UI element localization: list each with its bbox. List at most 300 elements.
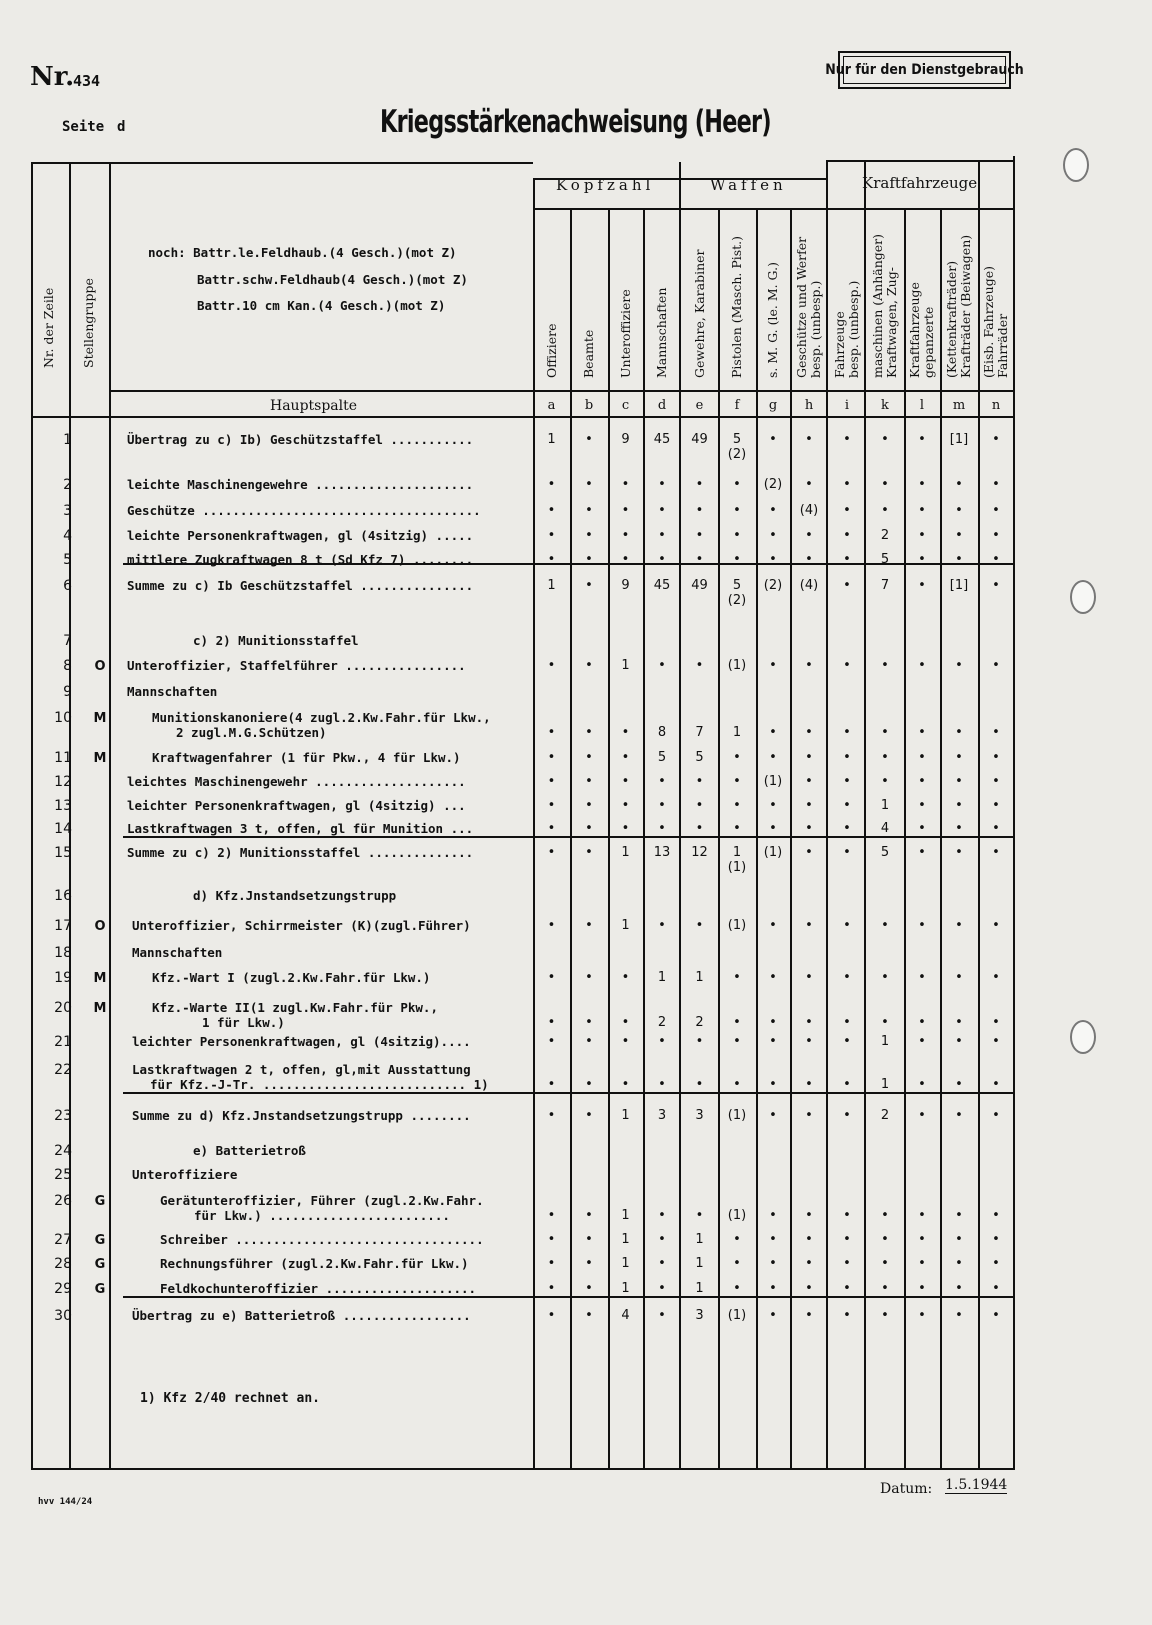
cell-k: 4: [880, 821, 890, 836]
cell-k: 2: [880, 528, 890, 543]
stellengruppe-code: M: [93, 711, 107, 726]
cell-h: •: [805, 477, 813, 492]
cell-b: •: [585, 658, 593, 673]
row-number: 28: [54, 1256, 72, 1272]
cell-k: 5: [880, 552, 890, 567]
cell-d: •: [658, 1308, 666, 1323]
row-description: leichter Personenkraftwagen, gl (4sitzig) ...: [127, 798, 466, 813]
grid-vline: [864, 162, 866, 1470]
cell-i: •: [843, 750, 851, 765]
cell-b: •: [585, 477, 593, 492]
cell-m: •: [955, 1034, 963, 1049]
cell-e: 2: [695, 1015, 704, 1030]
cell-b: •: [585, 1281, 593, 1296]
cell-b: •: [585, 552, 593, 567]
cell-i: •: [843, 658, 851, 673]
cell-m: •: [955, 528, 963, 543]
group-kraftfahrzeuge: Kraftfahrzeuge: [862, 174, 978, 192]
row-description: Kfz.-Warte II(1 zugl.Kw.Fahr.für Pkw.,: [152, 1000, 438, 1015]
cell-l: •: [918, 1108, 926, 1123]
cell-e: 1: [695, 970, 704, 985]
cell-n: •: [992, 845, 1000, 860]
cell-m: •: [955, 725, 963, 740]
row-number: 30: [54, 1308, 72, 1324]
cell-m: •: [955, 1077, 963, 1092]
stellengruppe-code: M: [93, 751, 107, 766]
cell-d: 8: [657, 725, 667, 740]
cell-m: •: [955, 918, 963, 933]
row-description: leichter Personenkraftwagen, gl (4sitzig)....: [132, 1034, 471, 1049]
cell-b: •: [585, 528, 593, 543]
grid-vline: [826, 160, 828, 1470]
column-name-a: Offiziere: [543, 323, 559, 378]
row-description: Lastkraftwagen 3 t, offen, gl für Munition ...: [127, 821, 474, 836]
cell-n: •: [992, 821, 1000, 836]
stellengruppe-code: G: [94, 1282, 106, 1297]
row-description: leichtes Maschinengewehr ....................: [127, 774, 466, 789]
footnote: 1) Kfz 2/40 rechnet an.: [140, 1391, 321, 1406]
cell-k: •: [881, 1208, 889, 1223]
cell-f: (1): [727, 1108, 747, 1123]
cell-m: •: [955, 774, 963, 789]
row-number: 19: [54, 970, 72, 986]
cell-l: •: [918, 798, 926, 813]
cell-k: •: [881, 1281, 889, 1296]
cell-k: 1: [880, 1077, 890, 1092]
cell-i: •: [843, 798, 851, 813]
cell-d: 45: [653, 578, 671, 593]
cell-h: •: [805, 1281, 813, 1296]
cell-k: •: [881, 1256, 889, 1271]
cell-l: •: [918, 503, 926, 518]
left-col-stellengruppe: Stellengruppe: [81, 278, 96, 368]
cell-f-secondary: (2): [727, 447, 747, 462]
cell-f: •: [733, 774, 741, 789]
cell-k: •: [881, 477, 889, 492]
cell-b: •: [585, 1256, 593, 1271]
cell-h: •: [805, 845, 813, 860]
cell-a: •: [547, 477, 556, 492]
cell-e: 5: [695, 750, 704, 765]
cell-m: •: [955, 821, 963, 836]
cell-e: •: [695, 798, 704, 813]
cell-n: •: [992, 1232, 1000, 1247]
cell-m: •: [955, 970, 963, 985]
cell-e: 1: [695, 1256, 704, 1271]
row-description: für Lkw.) ........................: [194, 1208, 450, 1223]
cell-a: •: [547, 1208, 556, 1223]
cell-i: •: [843, 1015, 851, 1030]
punch-hole-top: [1063, 148, 1089, 182]
column-letter-b: b: [584, 398, 594, 413]
column-name-h: besp. (unbesp.): [808, 280, 823, 378]
row-description: 2 zugl.M.G.Schützen): [176, 725, 327, 740]
cell-c: 9: [621, 578, 630, 593]
row-description: Munitionskanoniere(4 zugl.2.Kw.Fahr.für Lkw.,: [152, 710, 491, 725]
cell-n: •: [992, 1034, 1000, 1049]
cell-a: •: [547, 1281, 556, 1296]
cell-g: •: [769, 1256, 777, 1271]
cell-l: •: [918, 1256, 926, 1271]
row-description: Unteroffizier, Staffelführer ................: [127, 658, 466, 673]
cell-m: •: [955, 477, 963, 492]
cell-l: •: [918, 1232, 926, 1247]
row-description: leichte Personenkraftwagen, gl (4sitzig) .....: [127, 528, 474, 543]
column-name-f: Pistolen (Masch. Pist.): [729, 235, 744, 378]
cell-g: •: [769, 1281, 777, 1296]
punch-hole-lower: [1070, 1020, 1096, 1054]
column-letter-h: h: [804, 398, 814, 413]
cell-m: •: [955, 503, 963, 518]
cell-g: (2): [763, 477, 783, 492]
cell-f: •: [733, 552, 741, 567]
cell-k: •: [881, 432, 889, 447]
cell-n: •: [992, 918, 1000, 933]
cell-i: •: [843, 918, 851, 933]
row-description: Summe zu c) Ib Geschützstaffel ...............: [127, 578, 474, 593]
cell-n: •: [992, 1308, 1000, 1323]
cell-g: •: [769, 798, 777, 813]
cell-e: 49: [691, 578, 708, 593]
grid-vline: [978, 160, 980, 1470]
row-description: d) Kfz.Jnstandsetzungstrupp: [193, 888, 397, 903]
cell-l: •: [918, 432, 926, 447]
cell-d: •: [658, 1232, 666, 1247]
cell-l: •: [918, 821, 926, 836]
row-number: 4: [63, 528, 72, 544]
cell-m: •: [955, 798, 963, 813]
cell-d: •: [658, 552, 666, 567]
cell-c: •: [621, 725, 630, 740]
row-number: 3: [63, 503, 72, 519]
cell-b: •: [585, 1232, 593, 1247]
cell-f: •: [733, 1077, 741, 1092]
cell-f-secondary: (2): [727, 593, 747, 608]
row-description: Schreiber .................................: [160, 1232, 484, 1247]
cell-g: •: [769, 503, 777, 518]
grid-vline: [679, 162, 681, 1470]
cell-f: •: [733, 528, 741, 543]
grid-hline-bottom: [31, 1468, 1013, 1470]
cell-b: •: [585, 432, 593, 447]
column-letter-n: n: [991, 398, 1001, 413]
cell-e: •: [695, 821, 704, 836]
row-description: Mannschaften: [132, 945, 223, 960]
cell-i: •: [843, 1208, 851, 1223]
cell-d: 45: [653, 432, 671, 447]
cell-d: •: [658, 503, 666, 518]
cell-e: •: [695, 1077, 704, 1092]
cell-c: •: [621, 552, 630, 567]
cell-e: 7: [695, 725, 704, 740]
cell-g: •: [769, 750, 777, 765]
confidential-stamp: [825, 51, 1024, 89]
cell-a: •: [547, 658, 556, 673]
cell-d: •: [658, 1034, 666, 1049]
stellengruppe-code: G: [94, 1194, 106, 1209]
cell-i: •: [843, 552, 851, 567]
cell-i: •: [843, 432, 851, 447]
cell-i: •: [843, 1077, 851, 1092]
row-description: Geschütze .....................................: [127, 503, 481, 518]
cell-m: •: [955, 658, 963, 673]
rule-sum-2: [123, 836, 1013, 838]
cell-c: •: [621, 798, 630, 813]
cell-i: •: [843, 1034, 851, 1049]
cell-a: •: [547, 1015, 556, 1030]
cell-e: •: [695, 477, 704, 492]
nr-label: Nr.: [30, 62, 75, 92]
unit-line: noch: Battr.le.Feldhaub.(4 Gesch.)(mot Z): [148, 245, 457, 260]
cell-c: •: [621, 1034, 630, 1049]
column-letter-i: i: [844, 398, 850, 413]
cell-l: •: [918, 658, 926, 673]
cell-i: •: [843, 845, 851, 860]
cell-f-secondary: (1): [727, 860, 747, 875]
row-number: 26: [54, 1193, 72, 1209]
cell-g: •: [769, 725, 777, 740]
cell-h: •: [805, 725, 813, 740]
column-name-g: s. M. G. (le. M. G.): [765, 262, 780, 378]
stamp-text: Nur für den Dienstgebrauch: [843, 56, 1006, 84]
column-name-i: Fahrzeuge: [832, 311, 847, 378]
hauptspalte-label: Hauptspalte: [270, 398, 358, 414]
cell-f: 1: [732, 725, 742, 740]
row-description: Unteroffizier, Schirrmeister (K)(zugl.Führer): [132, 918, 471, 933]
cell-b: •: [585, 1015, 593, 1030]
cell-n: •: [992, 725, 1000, 740]
cell-b: •: [585, 750, 593, 765]
cell-k: •: [881, 1308, 889, 1323]
cell-m: •: [955, 1108, 963, 1123]
cell-d: •: [658, 821, 666, 836]
cell-h: •: [805, 774, 813, 789]
column-letter-e: e: [695, 398, 704, 413]
column-name-l: gepanzerte: [921, 306, 936, 378]
unit-line: Battr.schw.Feldhaub(4 Gesch.)(mot Z): [197, 272, 468, 287]
cell-m: •: [955, 1232, 963, 1247]
cell-n: •: [992, 1077, 1000, 1092]
cell-c: •: [621, 750, 630, 765]
cell-l: •: [918, 552, 926, 567]
datum-label: Datum:: [880, 1481, 933, 1497]
cell-d: •: [658, 528, 666, 543]
cell-c: •: [621, 477, 630, 492]
cell-d: •: [658, 1077, 666, 1092]
cell-f: •: [733, 1232, 741, 1247]
cell-f: •: [733, 1256, 741, 1271]
cell-n: •: [992, 1015, 1000, 1030]
cell-a: •: [547, 845, 556, 860]
cell-f: •: [733, 798, 741, 813]
row-number: 22: [54, 1062, 72, 1078]
cell-g: •: [769, 970, 777, 985]
cell-f: (1): [727, 1308, 747, 1323]
column-letter-g: g: [768, 398, 778, 413]
cell-b: •: [585, 774, 593, 789]
cell-d: 3: [657, 1108, 667, 1123]
cell-k: •: [881, 750, 889, 765]
cell-m: •: [955, 1015, 963, 1030]
cell-i: •: [843, 528, 851, 543]
unit-line: Battr.10 cm Kan.(4 Gesch.)(mot Z): [197, 298, 446, 313]
cell-e: 1: [695, 1281, 704, 1296]
cell-c: 9: [621, 432, 630, 447]
cell-a: •: [547, 528, 556, 543]
row-description: Summe zu c) 2) Munitionsstaffel ..............: [127, 845, 474, 860]
cell-g: •: [769, 821, 777, 836]
cell-n: •: [992, 578, 1000, 593]
cell-d: •: [658, 798, 666, 813]
cell-g: •: [769, 1232, 777, 1247]
grid-vline: [1013, 156, 1015, 1470]
cell-k: •: [881, 658, 889, 673]
cell-i: •: [843, 1108, 851, 1123]
grid-hline-top: [31, 162, 533, 164]
column-name-k: Kraftwagen, Zug-: [884, 267, 899, 378]
cell-e: 3: [695, 1308, 704, 1323]
page-title: Kriegsstärkenachweisung (Heer): [380, 104, 771, 140]
cell-l: •: [918, 578, 926, 593]
cell-e: •: [695, 774, 704, 789]
cell-a: 1: [547, 578, 556, 593]
cell-g: •: [769, 658, 777, 673]
cell-g: •: [769, 1308, 777, 1323]
cell-b: •: [585, 725, 593, 740]
cell-l: •: [918, 845, 926, 860]
group-kopfzahl: Kopfzahl: [556, 176, 655, 194]
cell-l: •: [918, 725, 926, 740]
cell-g: •: [769, 552, 777, 567]
cell-c: 1: [621, 1281, 630, 1296]
cell-c: •: [621, 821, 630, 836]
cell-a: •: [547, 1034, 556, 1049]
cell-g: •: [769, 1077, 777, 1092]
column-name-i: besp. (unbesp.): [846, 280, 861, 378]
cell-n: •: [992, 1108, 1000, 1123]
cell-i: •: [843, 970, 851, 985]
cell-b: •: [585, 970, 593, 985]
cell-i: •: [843, 1308, 851, 1323]
datum-value: 1.5.1944: [945, 1477, 1008, 1493]
cell-f: (1): [727, 1208, 747, 1223]
cell-i: •: [843, 821, 851, 836]
cell-c: 1: [621, 1208, 630, 1223]
cell-e: •: [695, 528, 704, 543]
row-number: 27: [54, 1232, 72, 1248]
cell-f: •: [733, 750, 741, 765]
column-name-k: maschinen (Anhänger): [870, 233, 885, 378]
column-name-n: (Eisb. Fahrzeuge): [981, 266, 996, 378]
column-letter-k: k: [881, 398, 889, 413]
stellengruppe-code: M: [93, 971, 107, 986]
cell-l: •: [918, 774, 926, 789]
cell-k: •: [881, 774, 889, 789]
cell-k: 5: [880, 845, 890, 860]
cell-c: 1: [621, 1232, 630, 1247]
cell-f: •: [733, 503, 741, 518]
cell-a: •: [547, 750, 556, 765]
column-name-m: (Kettenkrafträder): [944, 260, 959, 378]
cell-n: •: [992, 477, 1000, 492]
cell-c: 1: [621, 845, 630, 860]
cell-h: •: [805, 1015, 813, 1030]
stellengruppe-code: G: [94, 1233, 106, 1248]
cell-b: •: [585, 1108, 593, 1123]
row-number: 23: [54, 1108, 72, 1124]
row-number: 9: [63, 684, 72, 700]
cell-c: •: [621, 503, 630, 518]
cell-n: •: [992, 432, 1000, 447]
column-name-m: Krafträder (Beiwagen): [958, 234, 973, 378]
row-description: für Kfz.-J-Tr. ........................... 1): [150, 1077, 489, 1092]
row-number: 2: [63, 477, 72, 493]
cell-h: •: [805, 528, 813, 543]
cell-d: 5: [657, 750, 667, 765]
cell-b: •: [585, 845, 593, 860]
group-waffen: Waffen: [710, 176, 787, 194]
cell-g: •: [769, 1015, 777, 1030]
cell-m: •: [955, 845, 963, 860]
row-description: Übertrag zu c) Ib) Geschützstaffel ...........: [127, 432, 474, 447]
cell-c: •: [621, 970, 630, 985]
cell-l: •: [918, 528, 926, 543]
row-number: 17: [54, 918, 72, 934]
cell-i: •: [843, 774, 851, 789]
cell-b: •: [585, 1077, 593, 1092]
column-letter-l: l: [919, 398, 925, 413]
row-number: 14: [54, 821, 72, 837]
row-description: Gerätunteroffizier, Führer (zugl.2.Kw.Fahr.: [160, 1193, 484, 1208]
cell-e: 1: [695, 1232, 704, 1247]
row-description: Übertrag zu e) Batterietroß .................: [132, 1308, 471, 1323]
stellengruppe-code: G: [94, 1257, 106, 1272]
cell-i: •: [843, 725, 851, 740]
cell-b: •: [585, 1034, 593, 1049]
row-number: 12: [54, 774, 72, 790]
cell-c: •: [621, 528, 630, 543]
cell-d: •: [658, 477, 666, 492]
cell-l: •: [918, 918, 926, 933]
row-description: Rechnungsführer (zugl.2.Kw.Fahr.für Lkw.): [160, 1256, 469, 1271]
cell-a: •: [547, 1108, 556, 1123]
row-number: 7: [63, 633, 72, 649]
stellengruppe-code: M: [93, 1001, 107, 1016]
cell-k: •: [881, 970, 889, 985]
row-description: Unteroffiziere: [132, 1167, 238, 1182]
cell-a: •: [547, 725, 556, 740]
cell-n: •: [992, 774, 1000, 789]
row-description: Kfz.-Wart I (zugl.2.Kw.Fahr.für Lkw.): [152, 970, 431, 985]
cell-m: [1]: [949, 578, 969, 593]
grid-vline: [109, 162, 111, 1470]
cell-i: •: [843, 1232, 851, 1247]
cell-h: (4): [799, 503, 819, 518]
left-col-nr: Nr. der Zeile: [41, 287, 56, 368]
grid-hline-top: [828, 160, 1013, 162]
cell-g: •: [769, 432, 777, 447]
cell-m: •: [955, 750, 963, 765]
cell-d: •: [658, 1281, 666, 1296]
cell-a: •: [547, 774, 556, 789]
row-number: 25: [54, 1167, 72, 1183]
row-description: Feldkochunteroffizier ....................: [160, 1281, 477, 1296]
column-name-n: Fahrräder: [995, 313, 1010, 378]
cell-n: •: [992, 552, 1000, 567]
cell-k: 1: [880, 1034, 890, 1049]
row-number: 21: [54, 1034, 72, 1050]
cell-g: (1): [763, 774, 783, 789]
